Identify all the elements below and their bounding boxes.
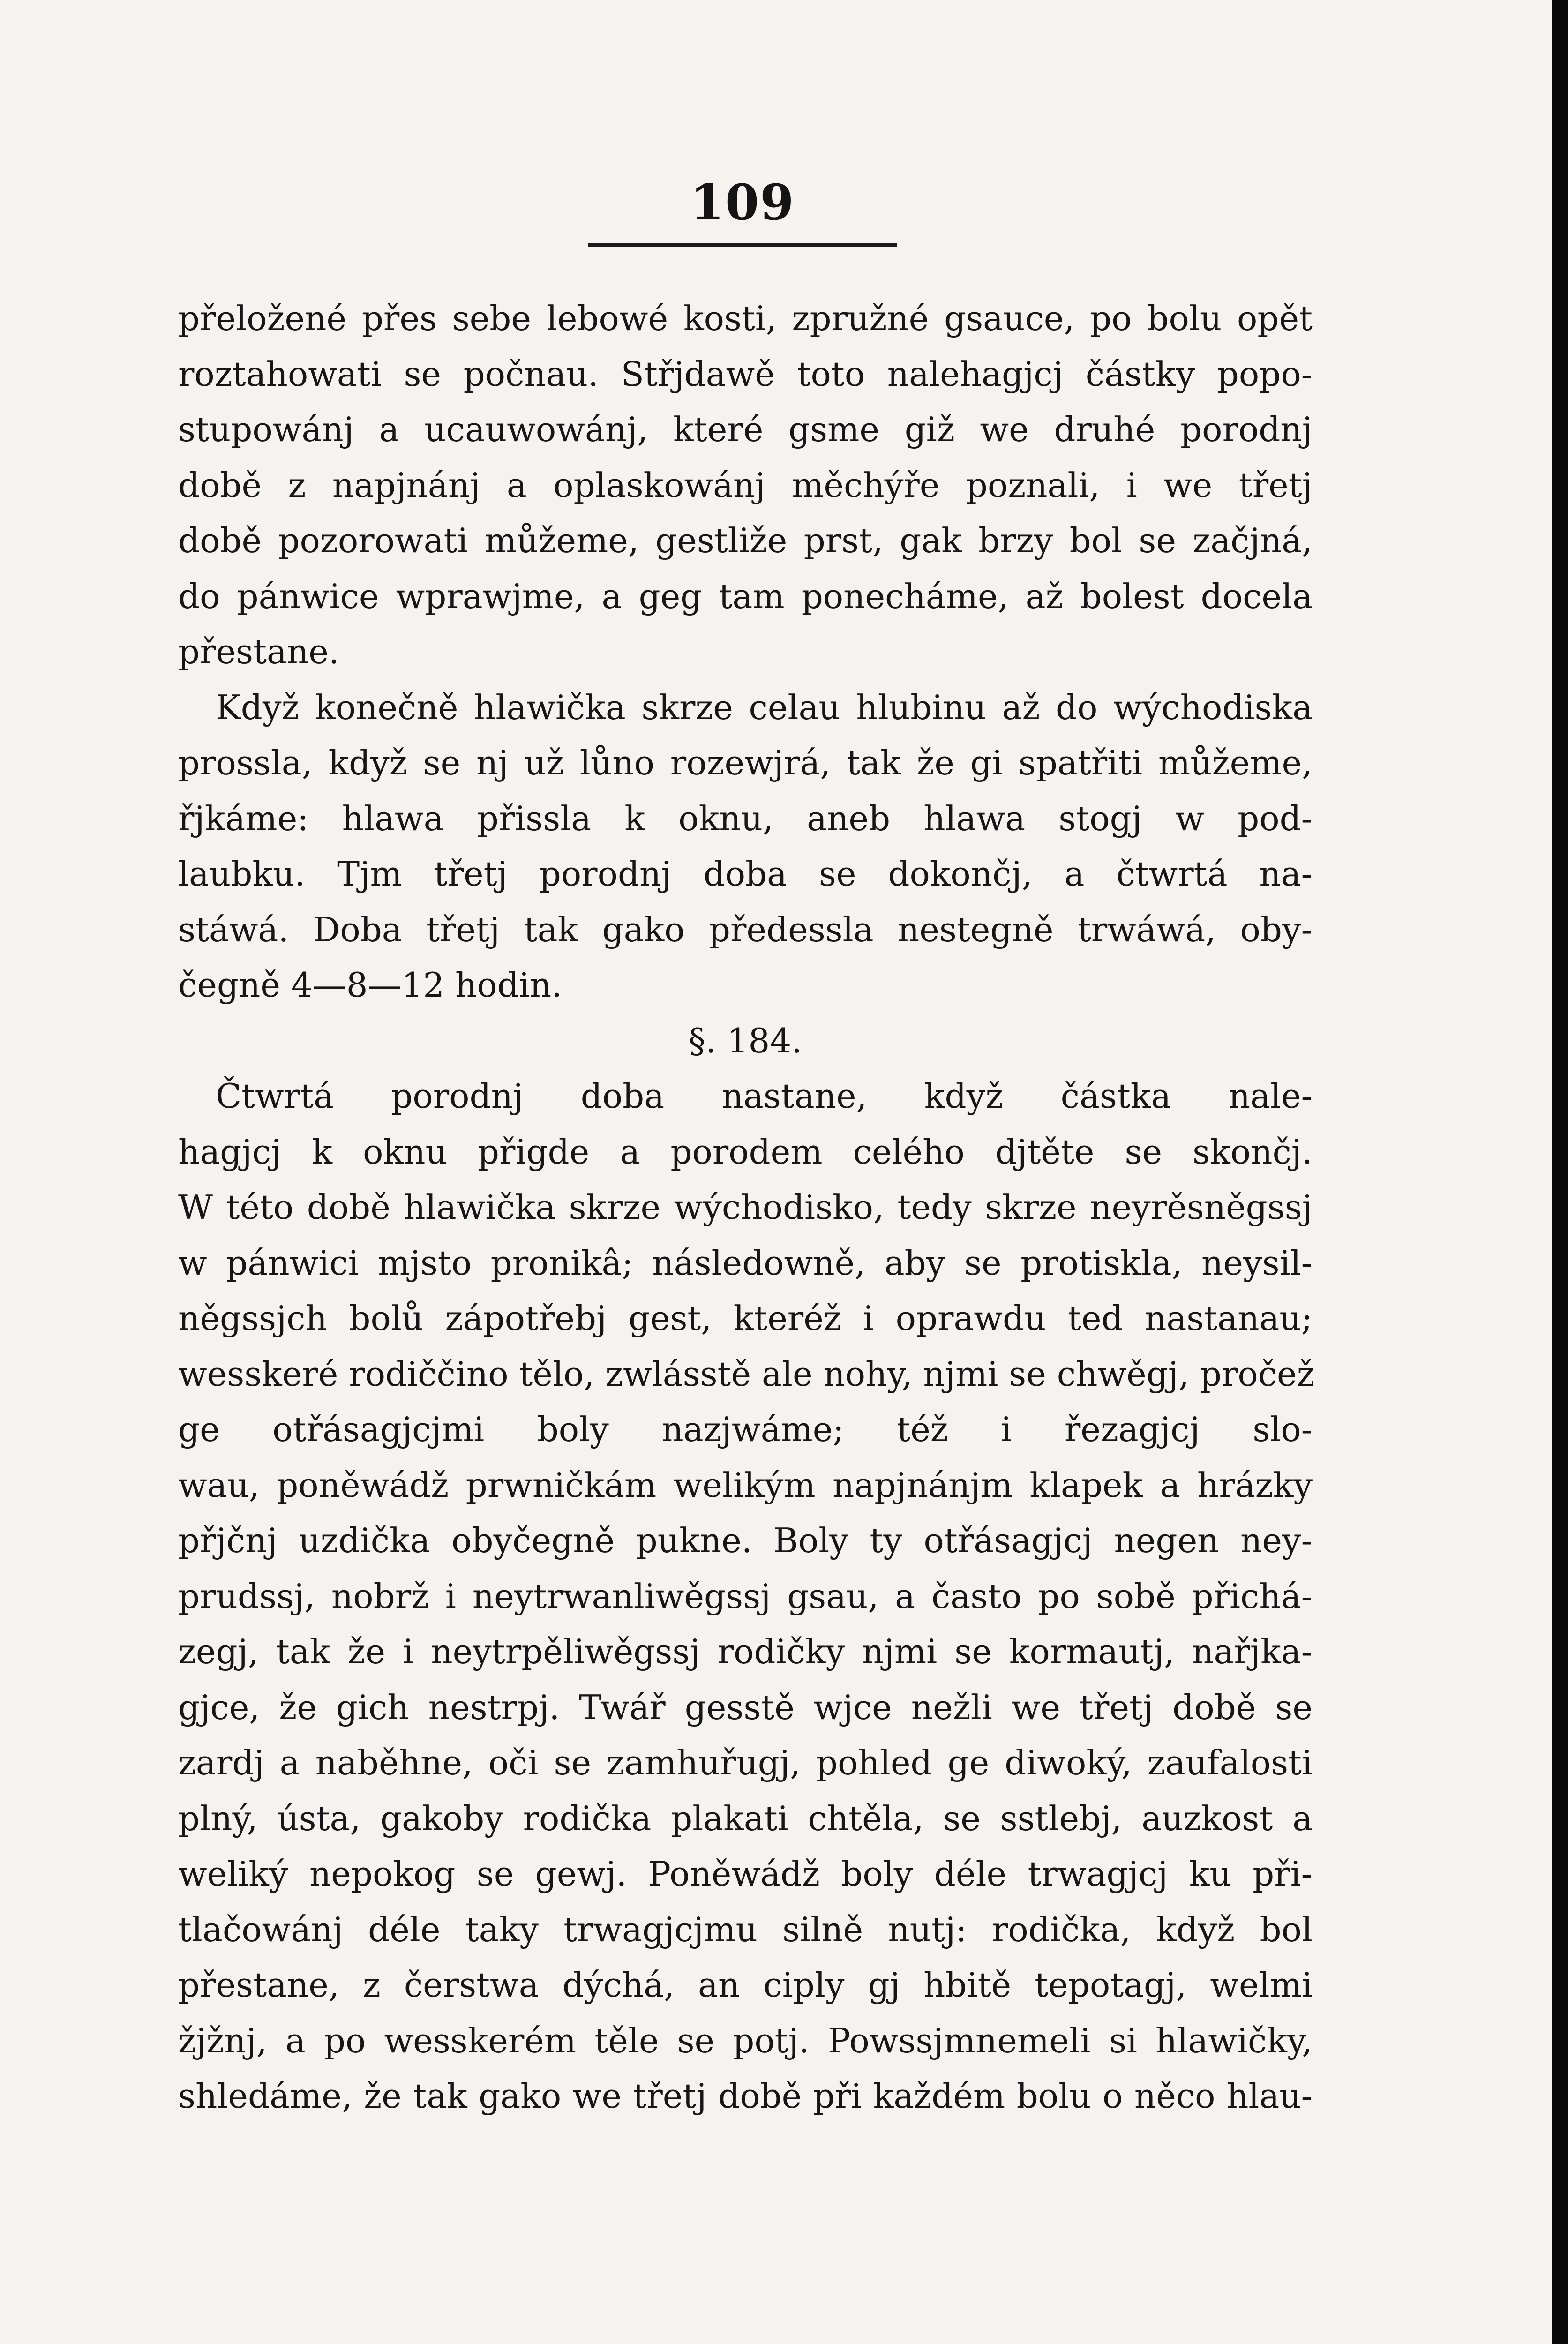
text-line: době pozorowati můžeme, gestliže prst, gak brzy bol se začjná, bbox=[178, 521, 1313, 560]
text-line: době z napjnánj a oplaskowánj měchýře poznali, i we třetj bbox=[178, 465, 1313, 505]
text-line: čegně 4—8—12 hodin. bbox=[178, 965, 563, 1005]
text-line: hagjcj k oknu přigde a porodem celého djtěte se skončj. bbox=[178, 1132, 1313, 1172]
body-text bbox=[178, 291, 1313, 2124]
text-line: něgssjch bolů zápotřebj gest, kteréž i oprawdu ted nastanau; bbox=[178, 1299, 1313, 1338]
text-line: zegj, tak že i neytrpěliwěgssj rodičky njmi se kormautj, nařjka- bbox=[178, 1632, 1313, 1671]
section-heading: §. 184. bbox=[688, 1021, 803, 1060]
text-line: tlačowánj déle taky trwagjcjmu silně nutj: rodička, když bol bbox=[178, 1909, 1313, 1949]
scan-border bbox=[1552, 0, 1568, 2344]
text-line: plný, ústa, gakoby rodička plakati chtěla, se sstlebj, auzkost a bbox=[178, 1798, 1313, 1838]
text-line: Když konečně hlawička skrze celau hlubinu až do wýchodiska bbox=[216, 687, 1313, 727]
text-line: Čtwrtá porodnj doba nastane, když částka nale- bbox=[216, 1076, 1313, 1116]
text-line: přestane. bbox=[178, 632, 339, 671]
text-line: ge otřásagjcjmi boly nazjwáme; též i řezagjcj slo- bbox=[178, 1410, 1313, 1449]
text-line: stáwá. Doba třetj tak gako předessla nestegně trwáwá, oby- bbox=[178, 909, 1313, 949]
text-line: do pánwice wprawjme, a geg tam ponecháme, až bolest docela bbox=[178, 576, 1313, 616]
text-line: wau, poněwádž prwničkám welikým napjnánjm klapek a hrázky bbox=[178, 1465, 1313, 1505]
page-number: 109 bbox=[690, 173, 795, 231]
header-rule bbox=[588, 243, 897, 247]
text-line: přeložené přes sebe lebowé kosti, zpružné gsauce, po bolu opět bbox=[178, 299, 1313, 338]
text-line: W této době hlawička skrze wýchodisko, tedy skrze neyrěsněgssj bbox=[178, 1187, 1313, 1227]
text-line: žjžnj, a po wesskerém těle se potj. Powssjmnemeli si hlawičky, bbox=[178, 2021, 1313, 2060]
text-line: prossla, když se nj už lůno rozewjrá, tak že gi spatřiti můžeme, bbox=[178, 743, 1313, 782]
text-line: wesskeré rodiččino tělo, zwlásstě ale nohy, njmi se chwěgj, pročež bbox=[178, 1354, 1315, 1394]
text-line: weliký nepokog se gewj. Poněwádž boly déle trwagjcj ku při- bbox=[178, 1854, 1313, 1893]
text-line: stupowánj a ucauwowánj, které gsme giž we druhé porodnj bbox=[178, 410, 1313, 449]
text-line: shledáme, že tak gako we třetj době při každém bolu o něco hlau- bbox=[178, 2076, 1313, 2116]
text-line: gjce, že gich nestrpj. Twář gesstě wjce nežli we třetj době se bbox=[178, 1687, 1313, 1727]
text-line: laubku. Tjm třetj porodnj doba se dokončj, a čtwrtá na- bbox=[178, 854, 1313, 894]
text-line: roztahowati se počnau. Střjdawě toto nalehagjcj částky popo- bbox=[178, 354, 1313, 394]
text-line: přestane, z čerstwa dýchá, an ciply gj hbitě tepotagj, welmi bbox=[178, 1965, 1313, 2005]
text-line: prudssj, nobrž i neytrwanliwěgssj gsau, a často po sobě přichá- bbox=[178, 1576, 1313, 1616]
text-line: zardj a naběhne, oči se zamhuřugj, pohled ge diwoký, zaufalosti bbox=[178, 1743, 1313, 1782]
text-line: w pánwici mjsto pronikâ; následowně, aby se protiskla, neysil- bbox=[178, 1243, 1313, 1283]
text-line: řjkáme: hlawa přissla k oknu, aneb hlawa stogj w pod- bbox=[178, 798, 1313, 838]
text-line: přjčnj uzdička obyčegně pukne. Boly ty otřásagjcj negen ney- bbox=[178, 1521, 1313, 1560]
